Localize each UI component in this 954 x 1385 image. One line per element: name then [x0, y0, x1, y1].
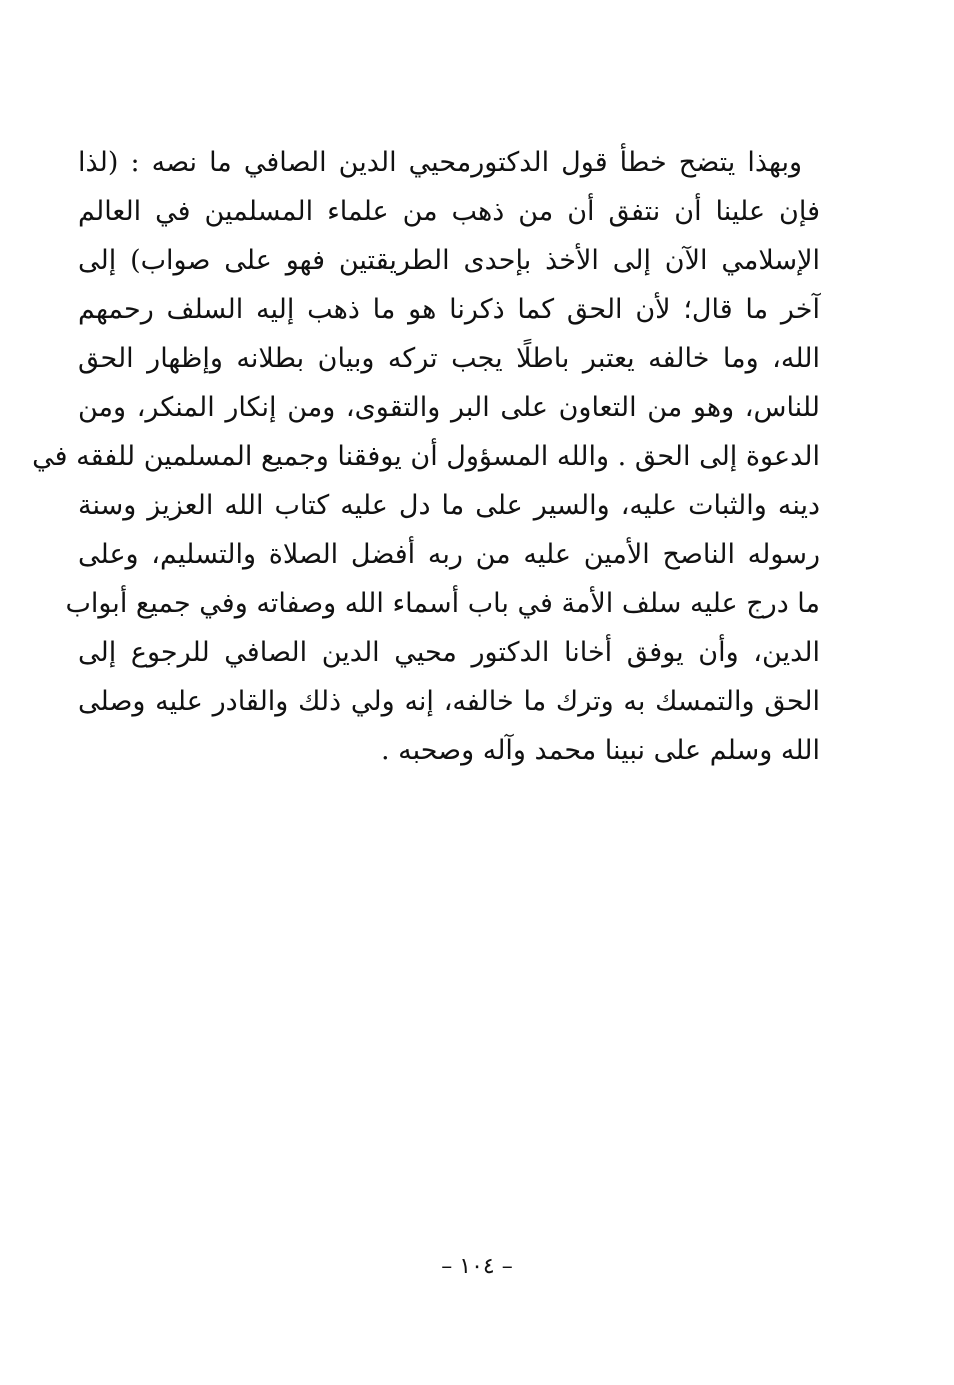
- body-line-9: رسوله الناصح الأمين عليه من ربه أفضل الصلاة والتسليم، وعلى: [78, 539, 820, 570]
- body-line-4: آخر ما قال؛ لأن الحق كما ذكرنا هو ما ذهب إليه السلف رحمهم: [78, 294, 820, 325]
- body-line-6: للناس، وهو من التعاون على البر والتقوى، ومن إنكار المنكر، ومن: [78, 392, 820, 423]
- body-line-11: الدين، وأن يوفق أخانا الدكتور محيي الدين الصافي للرجوع إلى: [78, 637, 820, 668]
- body-line-13: الله وسلم على نبينا محمد وآله وصحبه .: [380, 735, 820, 766]
- body-line-10: ما درج عليه سلف الأمة في باب أسماء الله وصفاته وفي جميع أبواب: [65, 588, 820, 619]
- body-line-3: الإسلامي الآن إلى الأخذ بإحدى الطريقتين فهو على صواب) إلى: [78, 245, 820, 276]
- body-line-5: الله، وما خالفه يعتبر باطلًا يجب تركه وبيان بطلانه وإظهار الحق: [78, 343, 820, 374]
- body-line-7: الدعوة إلى الحق . والله المسؤول أن يوفقنا وجميع المسلمين للفقه في: [32, 441, 820, 472]
- page-number: – ١٠٤ –: [441, 1254, 513, 1279]
- body-line-8: دينه والثبات عليه، والسير على ما دل عليه كتاب الله العزيز وسنة: [78, 490, 820, 521]
- body-text: [32, 138, 820, 775]
- body-line-12: الحق والتمسك به وترك ما خالفه، إنه ولي ذلك والقادر عليه وصلى: [78, 686, 820, 717]
- body-line-1: وبهذا يتضح خطأ قول الدكتورمحيي الدين الصافي ما نصه : (لذا: [78, 147, 803, 178]
- body-line-2: فإن علينا أن نتفق أن من ذهب من علماء المسلمين في العالم: [78, 196, 820, 227]
